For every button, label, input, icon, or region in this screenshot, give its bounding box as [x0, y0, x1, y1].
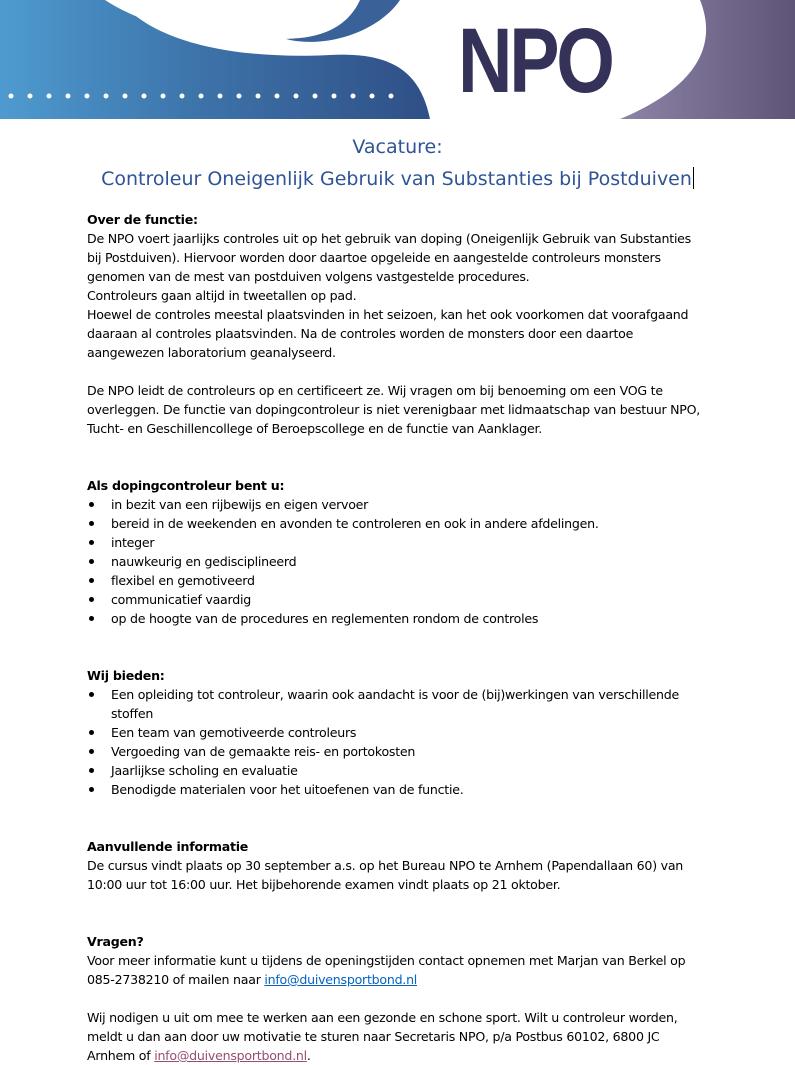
heading-wij-bieden: Wij bieden: [87, 668, 165, 683]
requirements-list [87, 495, 727, 628]
paragraph-line: Wij nodigen u uit om mee te werken aan een gezonde en schone sport. Wilt u controleur worden, [87, 1010, 678, 1025]
list-item: Een opleiding tot controleur, waarin ook aandacht is voor de (bij)werkingen van verschillende stoffen [87, 685, 701, 723]
paragraph-line: De NPO leidt de controleurs op en certificeert ze. Wij vragen om bij benoeming om een VOG te [87, 383, 663, 398]
heading-vragen: Vragen? [87, 934, 144, 949]
offer-list [87, 685, 727, 799]
paragraph-line: bij Postduiven). Hiervoor worden door daartoe opgeleide en aangestelde controleurs monsters [87, 250, 661, 265]
dot-pattern [9, 94, 394, 99]
list-item: Een team van gemotiveerde controleurs [87, 723, 727, 742]
paragraph-line [87, 970, 727, 989]
paragraph-line: aangewezen laboratorium geanalyseerd. [87, 345, 336, 360]
title-line-2-text: Controleur Oneigenlijk Gebruik van Substanties bij Postduiven [101, 168, 692, 190]
title-line-1: Vacature: [352, 136, 443, 158]
email-link[interactable]: info@duivensportbond.nl [264, 972, 418, 987]
heading-aanvullende-informatie: Aanvullende informatie [87, 839, 249, 854]
header-banner [0, 0, 795, 119]
list-item: integer [87, 533, 727, 552]
paragraph-line: Tucht- en Geschillencollege of Beroepscollege en de functie van Aanklager. [87, 421, 542, 436]
paragraph-line: 10:00 uur tot 16:00 uur. Het bijbehorende examen vindt plaats op 21 oktober. [87, 877, 561, 892]
list-item: communicatief vaardig [87, 590, 727, 609]
closing-period: . [306, 1048, 311, 1063]
list-item: flexibel en gemotiveerd [87, 571, 727, 590]
list-item: bereid in de weekenden en avonden te controleren en ook in andere afdelingen. [87, 514, 727, 533]
paragraph-line: Voor meer informatie kunt u tijdens de openingstijden contact opnemen met Marjan van Berkel op [87, 953, 686, 968]
email-link-visited[interactable]: info@duivensportbond.nl [154, 1048, 307, 1063]
list-item: Jaarlijkse scholing en evaluatie [87, 761, 727, 780]
list-item: in bezit van een rijbewijs en eigen vervoer [87, 495, 727, 514]
paragraph-line: Controleurs gaan altijd in tweetallen op pad. [87, 288, 357, 303]
closing-text: Arnhem of [87, 1048, 155, 1063]
paragraph-line: overleggen. De functie van dopingcontroleur is niet verenigbaar met lidmaatschap van bestuur NPO, [87, 402, 701, 417]
list-item: nauwkeurig en gedisciplineerd [87, 552, 727, 571]
paragraph-line: genomen van de mest van postduiven volgens vastgestelde procedures. [87, 269, 530, 284]
document-body [87, 210, 727, 1065]
heading-over-de-functie: Over de functie: [87, 212, 198, 227]
npo-logo: NPO [458, 10, 612, 112]
list-item: op de hoogte van de procedures en reglementen rondom de controles [87, 609, 727, 628]
title-line-2 [0, 167, 795, 190]
paragraph-line: meldt u dan aan door uw motivatie te sturen naar Secretaris NPO, p/a Postbus 60102, 6800 JC [87, 1029, 660, 1044]
heading-als-dopingcontroleur: Als dopingcontroleur bent u: [87, 478, 285, 493]
paragraph-line [87, 1046, 727, 1065]
paragraph-line: De NPO voert jaarlijks controles uit op het gebruik van doping (Oneigenlijk Gebruik van Substanties [87, 231, 691, 246]
paragraph-line: Hoewel de controles meestal plaatsvinden in het seizoen, kan het ook voorkomen dat voorafgaand [87, 307, 689, 322]
contact-text: 085-2738210 of mailen naar [87, 972, 265, 987]
list-item: Vergoeding van de gemaakte reis- en portokosten [87, 742, 727, 761]
list-item: Benodigde materialen voor het uitoefenen van de functie. [87, 780, 727, 799]
banner-graphic [0, 0, 795, 119]
paragraph-line: De cursus vindt plaats op 30 september a.s. op het Bureau NPO te Arnhem (Papendallaan 60) van [87, 858, 684, 873]
text-cursor [693, 167, 694, 189]
paragraph-line: daaraan al controles plaatsvinden. Na de controles worden de monsters door een daartoe [87, 326, 634, 341]
